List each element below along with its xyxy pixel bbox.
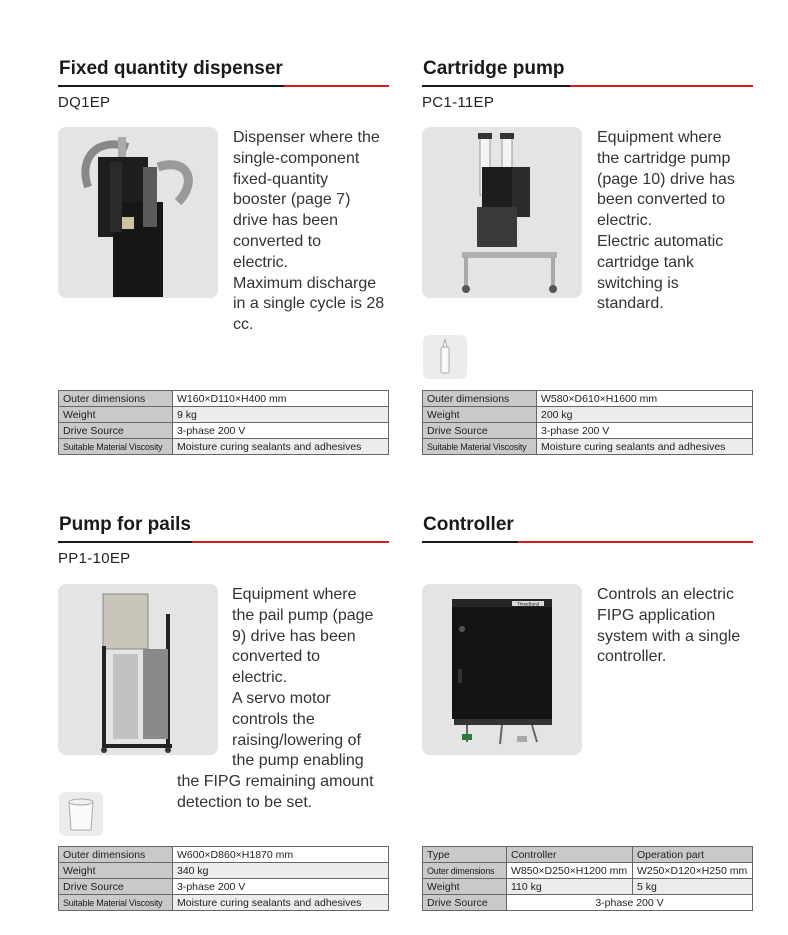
- section-title-controller: Controller: [423, 514, 514, 535]
- pail-pump-photo: [58, 584, 218, 755]
- controller-spec-table: Type Controller Operation part Outer dimensions W850×D250×H1200 mm W250×D120×H250 mm Weight 110 kg 5 kg Drive Source 3-phase 200 V: [422, 846, 753, 911]
- section-rule: [58, 85, 284, 87]
- model-number: DQ1EP: [58, 94, 111, 111]
- pails-description-wide: the FIPG remaining amount detection to be set.: [177, 773, 374, 811]
- section-rule-accent: [192, 541, 389, 543]
- cartridge-icon: [423, 335, 467, 379]
- model-number: PP1-10EP: [58, 550, 131, 567]
- spec-table: Outer dimensions W600×D860×H1870 mm Weight 340 kg Drive Source 3-phase 200 V Suitable Material Viscosity Moisture curing sealants and adhesives: [58, 846, 389, 911]
- pail-icon: [59, 792, 103, 836]
- controller-photo: [422, 584, 582, 755]
- section-rule: [422, 85, 570, 87]
- section-title-pails: Pump for pails: [59, 514, 191, 535]
- section-rule-accent: [284, 85, 389, 87]
- controller-description: Controls an electric FIPG application system with a single controller.: [597, 586, 741, 666]
- section-title-cartridge: Cartridge pump: [423, 58, 565, 79]
- cartridge-pump-photo: [422, 127, 582, 298]
- dispenser-description: Dispenser where the single-component fixed-quantity booster (page 7) drive has been converted to electric. Maximum discharge in a single cycle is 28 cc.: [233, 129, 385, 334]
- section-title-dispenser: Fixed quantity dispenser: [59, 58, 283, 79]
- section-rule-accent: [570, 85, 753, 87]
- model-number: PC1-11EP: [422, 94, 495, 111]
- brand-logo-text: ThreeBond: [516, 601, 540, 607]
- cartridge-description: Equipment where the cartridge pump (page 10) drive has been converted to electric. Electric automatic cartridge tank switching is standard.: [597, 129, 735, 313]
- section-rule: [58, 541, 192, 543]
- fixed-quantity-dispenser-photo: [58, 127, 218, 298]
- section-rule: [422, 541, 518, 543]
- section-rule-accent: [518, 541, 753, 543]
- spec-table: Outer dimensions W160×D110×H400 mm Weight 9 kg Drive Source 3-phase 200 V Suitable Material Viscosity Moisture curing sealants and adhesives: [58, 390, 389, 455]
- spec-table: Outer dimensions W580×D610×H1600 mm Weight 200 kg Drive Source 3-phase 200 V Suitable Material Viscosity Moisture curing sealants and adhesives: [422, 390, 753, 455]
- pails-description: Equipment where the pail pump (page 9) drive has been converted to electric. A servo motor controls the raising/lowering of the pump enabling: [232, 586, 374, 770]
